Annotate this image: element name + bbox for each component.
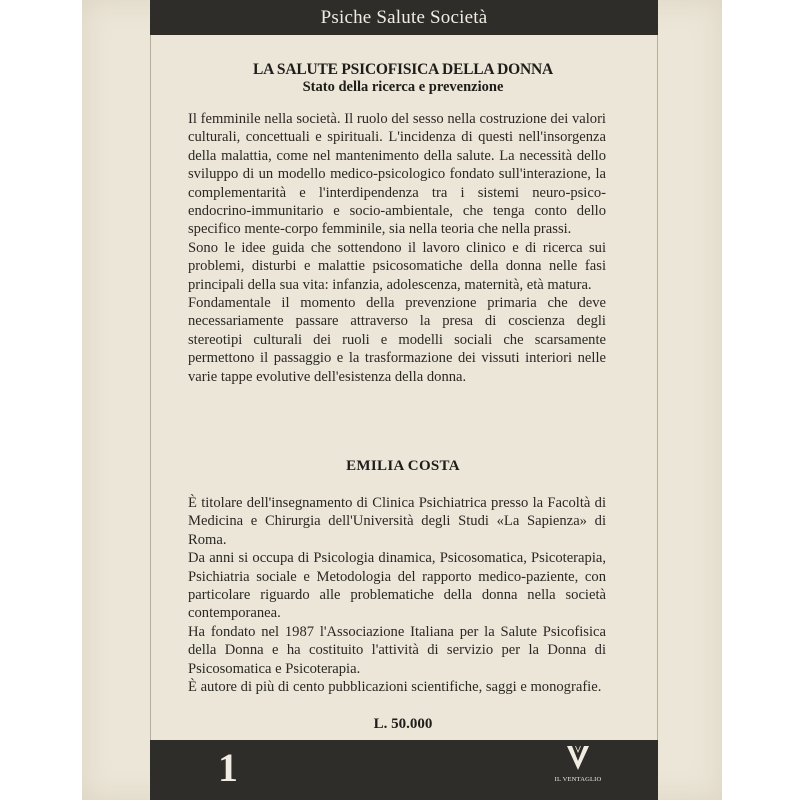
volume-number: 1 [218, 745, 238, 790]
description-paragraph: Fondamentale il momento della prevenzione primaria che deve necessariamente passare attraverso la presa di coscienza degli stereotipi culturali dei ruoli e modelli sociali che scarsamente permettono il passaggio e la trasformazione dei vissuti interiori nelle varie tappe evolutive dell'esistenza della donna. [188, 295, 606, 385]
bio-paragraph: Ha fondato nel 1987 l'Associazione Italiana per la Salute Psicofisica della Donna e ha costituito l'attività di servizio per la Donna di Psicosomatica e Psicoterapia. [188, 623, 606, 677]
author-name: EMILIA COSTA [346, 458, 460, 474]
bio-paragraph: Da anni si occupa di Psicologia dinamica, Psicosomatica, Psicoterapia, Psichiatria sociale e Metodologia del rapporto medico-paziente, con particolare riguardo alle problematiche della donna nella società contemporanea. [188, 550, 606, 622]
publisher-name: IL VENTAGLIO [554, 776, 602, 783]
series-name: Psiche Salute Società [320, 6, 488, 28]
price-label: L. 50.000 [373, 716, 433, 732]
series-band [150, 0, 658, 35]
description-paragraph: Il femminile nella società. Il ruolo del sesso nella costruzione dei valori culturali, concettuali e spirituali. L'incidenza di questi nell'insorgenza della malattia, come nel mantenimento della salute. La necessità dello sviluppo di un modello medico-psicologico fondato sull'interazione, la complementarità e l'interdipendenza tra i sistemi neuro-psico-endocrino-immunitario e socio-ambientale, che tenga conto dello specifico mente-corpo femminile, sia nella teoria che nella prassi. [188, 111, 606, 238]
bio-paragraph: È autore di più di cento pubblicazioni scientifiche, saggi e monografie. [188, 679, 602, 696]
fan-v-logo-icon [565, 744, 591, 774]
book-description [188, 110, 606, 386]
book-title: LA SALUTE PSICOFISICA DELLA DONNA [252, 61, 554, 78]
book-subtitle: Stato della ricerca e prevenzione [302, 79, 504, 95]
publisher-logo [554, 744, 602, 796]
author-bio [188, 494, 606, 696]
description-paragraph: Sono le idee guida che sottendono il lavoro clinico e di ricerca sui problemi, disturbi e malattie psicosomatiche della donna nelle fasi principali della sua vita: infanzia, adolescenza, maternità, età matura. [188, 239, 606, 293]
bio-paragraph: È titolare dell'insegnamento di Clinica Psichiatrica presso la Facoltà di Medicina e Chirurgia dell'Università degli Studi «La Sapienza» di Roma. [188, 495, 606, 548]
